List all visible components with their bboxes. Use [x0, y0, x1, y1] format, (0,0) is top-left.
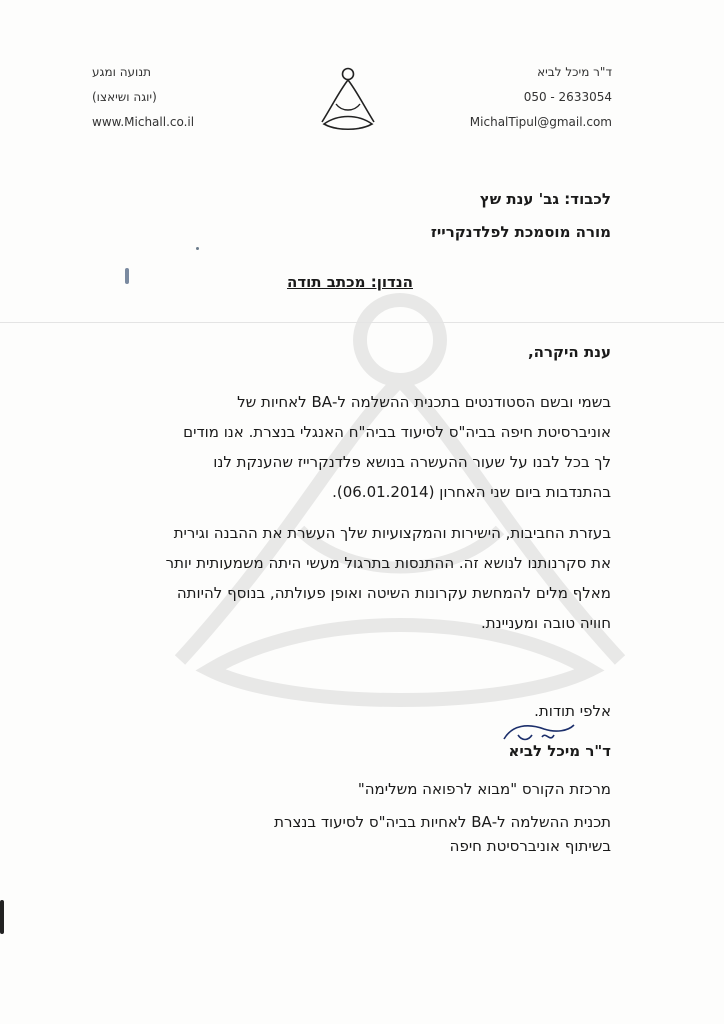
header-right: [412, 60, 612, 135]
signer-name: ד"ר מיכל לביא: [508, 742, 611, 760]
phone-number: 050 - 2633054: [523, 90, 612, 104]
subject-text: הנדון: מכתב תודה: [287, 273, 413, 291]
paragraph-line: בהתנדבות ביום שני האחרון (06.01.2014).: [332, 483, 611, 501]
role-line2: תכנית ההשלמה ל-BA לאחיות בביה"ס לסיעוד בנצרת: [274, 813, 611, 831]
role-line1: מרכזת הקורס "מבוא לרפואה משלימה": [357, 780, 611, 798]
salutation: ענת היקרה,: [527, 343, 611, 361]
speck: [125, 268, 129, 284]
header-name: ד"ר מיכל לביא: [537, 65, 612, 79]
paragraph-line: בעזרת החביבות, הישירות והמקצועיות שלך העשרת את ההבנה וגירית: [173, 524, 611, 542]
paragraph-line: בשמי ובשם הסטודנטים בתכנית ההשלמה ל-BA לאחיות של: [237, 393, 611, 411]
edge-mark: [0, 900, 4, 934]
email-link[interactable]: MichalTipul@gmail.com: [469, 115, 612, 129]
addressee-block: [191, 183, 611, 249]
meditation-logo-icon: [318, 66, 378, 134]
closing-line: אלפי תודות.: [534, 702, 611, 720]
addressee-line1: לכבוד: גב' ענת שץ: [479, 190, 611, 208]
paragraph-line: אוניברסיטת חיפה בביה"ס לסיעוד בביה"ח האנגלי בנצרת. אנו מודים: [183, 423, 611, 441]
website-link[interactable]: www.Michall.co.il: [92, 115, 195, 129]
addressee-line2: מורה מוסמכת לפלדנקרייז: [430, 223, 611, 241]
role-line3: בשיתוף אוניברסיטת חיפה: [449, 837, 611, 855]
subject-line: [200, 273, 500, 291]
fold-line: [0, 322, 724, 323]
header-left: [92, 60, 232, 135]
paragraph-line: לך בכל לבנו על שעור ההעשרה בנושא פלדנקרייז שהענקת לנו: [213, 453, 611, 471]
signer-role: [191, 774, 611, 858]
header-left-line2: (יוגה ושיאצו): [92, 90, 157, 104]
paragraph-line: את סקרנותנו לנושא זה. ההתנסות בתרגול מעשי היתה משמעותית יותר: [165, 554, 611, 572]
paragraph-line: מאלף מלים להמחשת עקרונות השיטה ואופן פעולתה, בנוסף להיותה: [176, 584, 611, 602]
paragraph-1: [91, 387, 611, 507]
header-left-line1: תנועה ומגע: [92, 65, 152, 79]
paragraph-line: חוויה טובה ומעניינת.: [481, 614, 611, 632]
paragraph-2: [91, 518, 611, 638]
